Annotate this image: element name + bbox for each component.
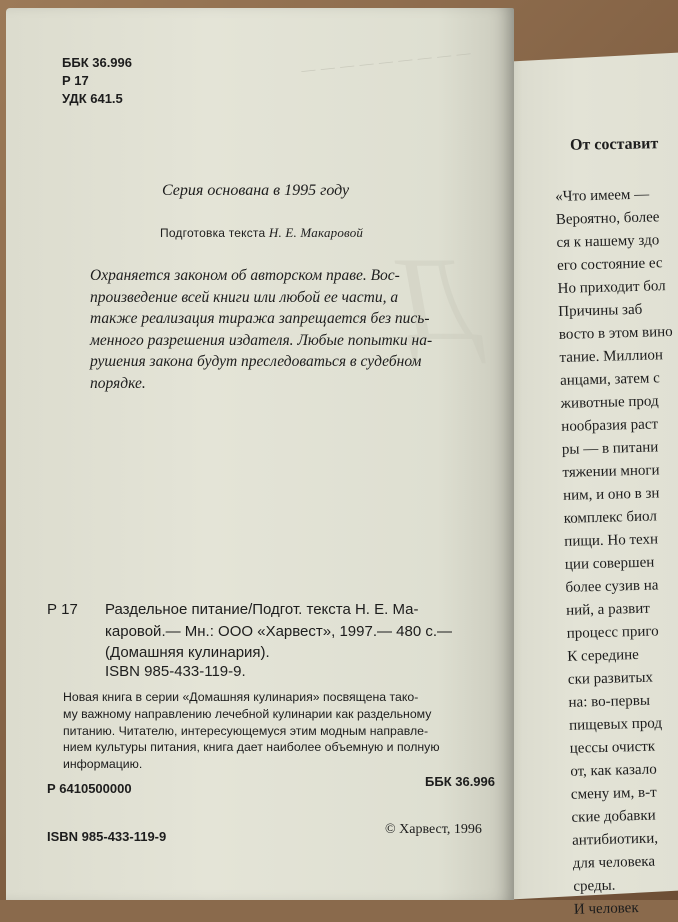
- footer-copyright: © Харвест, 1996: [385, 822, 482, 837]
- catalog-entry: Раздельное питание/Подгот. текста Н. Е. Ма- каровой.— Мн.: ООО «Харвест», 1997.— 480 с.— (Домашняя кулинария).: [105, 601, 453, 661]
- catalog-code: Р 17: [47, 601, 78, 618]
- right-page-body: «Что имеем — Вероятно, более ся к нашему здо его состояние ес Но приходит бол Причины заб восто в этом вино тание. Миллион анцами, затем с животные прод нообразия раст ры — в питани тяжении многи ним, и оно в зн комплекс биол пищи. Но техн ции совершен более сузив на ний, а развит процесс приго К середине ски развитых на: во-первы пищевых прод цессы очистк от, как казало смену им, в-т ские добавки антибиотики, для человека среды. И человек: [555, 186, 673, 918]
- index-code: Р 6410500000: [47, 781, 132, 796]
- series-line: Серия основана в 1995 году: [162, 182, 350, 199]
- author-mark: Р 17: [62, 73, 89, 88]
- bleed-through-text: — — — — — — — — —: [299, 46, 472, 79]
- footer-isbn: ISBN 985-433-119-9: [47, 829, 167, 844]
- right-page-heading: От составит: [569, 135, 659, 154]
- catalog-isbn: ISBN 985-433-119-9.: [105, 663, 246, 680]
- prepared-by-name: Н. Е. Макаровой: [268, 225, 364, 240]
- udk-code: УДК 641.5: [62, 91, 123, 106]
- bleed-through-emblem: Д: [400, 232, 477, 365]
- prepared-by-label: Подготовка текста: [160, 226, 266, 240]
- copyright-notice: Охраняется законом об авторском праве. Вос- произведение всей книги или любой ее части, а также реализация тиража запрещается без пись- менного разрешения издателя. Любые попытки на- рушения закона будут преследоваться в судебном порядке.: [90, 267, 433, 392]
- bbk-code: ББК 36.996: [62, 55, 132, 70]
- footer-bbk: ББК 36.996: [425, 774, 495, 789]
- prepared-by-line: [160, 225, 363, 241]
- catalog-annotation: Новая книга в серии «Домашняя кулинария» посвящена тако- му важному направлению лечебной кулинарии как раздельному питанию. Читателю, интересующемуся этим модным направле- нием культуры питания, книга дает наиболее объемную и полную информацию.: [63, 690, 440, 772]
